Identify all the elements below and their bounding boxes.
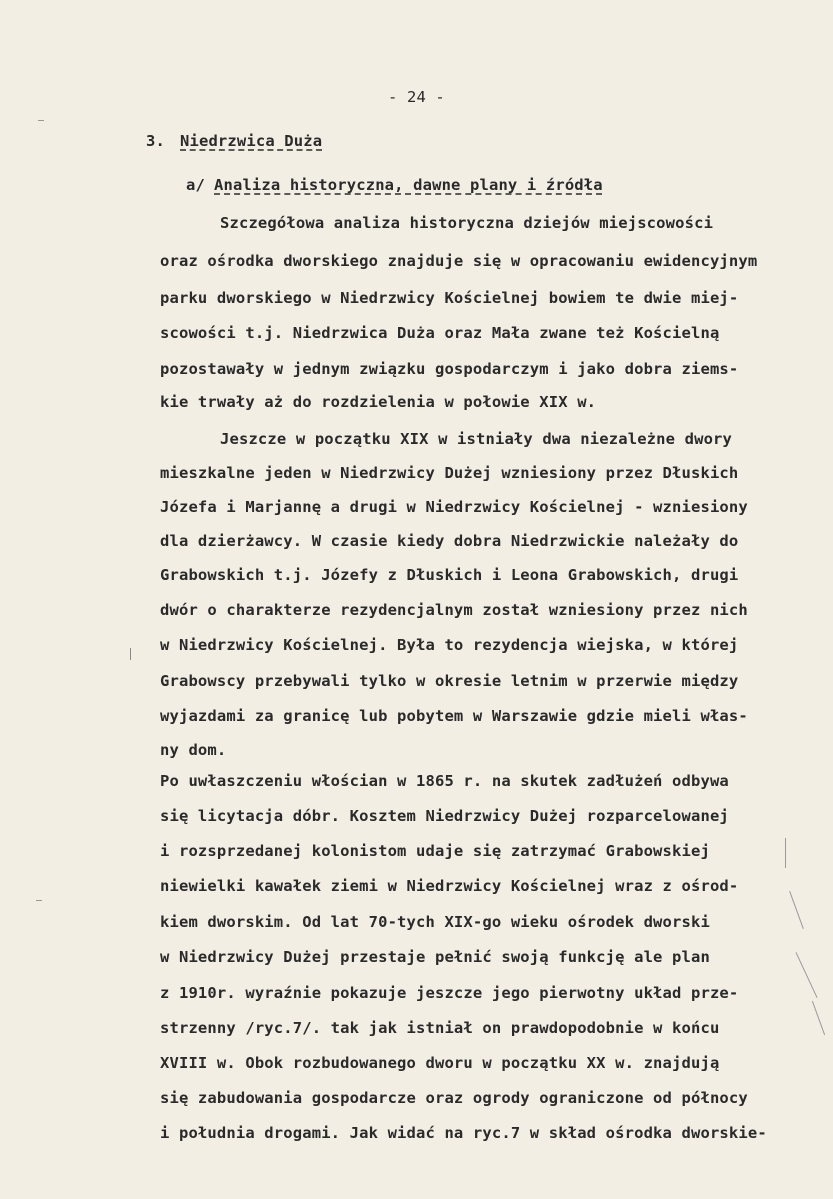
text-line: pozostawały w jednym związku gospodarczym i jako dobra ziems- (160, 360, 739, 378)
text-line: się zabudowania gospodarcze oraz ogrody ograniczone od północy (160, 1089, 748, 1107)
subsection-prefix: a/ (186, 176, 205, 194)
text-line: parku dworskiego w Niedrzwicy Kościelnej bowiem te dwie miej- (160, 289, 739, 307)
text-line: dwór o charakterze rezydencjalnym został wzniesiony przez nich (160, 601, 748, 619)
text-line: Józefa i Marjannę a drugi w Niedrzwicy Kościelnej - wzniesiony (160, 498, 748, 516)
text-line: niewielki kawałek ziemi w Niedrzwicy Kościelnej wraz z ośrod- (160, 877, 739, 895)
text-line: w Niedrzwicy Dużej przestaje pełnić swoją funkcję ale plan (160, 948, 710, 966)
margin-tick (36, 900, 42, 901)
text-line: Jeszcze w początku XIX w istniały dwa niezależne dwory (220, 430, 733, 448)
text-line: Grabowscy przebywali tylko w okresie letnim w przerwie między (160, 672, 739, 690)
text-line: kie trwały aż do rozdzielenia w połowie XIX w. (160, 393, 597, 411)
text-line: wyjazdami za granicę lub pobytem w Warszawie gdzie mieli włas- (160, 707, 748, 725)
text-line: strzenny /ryc.7/. tak jak istniał on prawdopodobnie w końcu (160, 1019, 720, 1037)
pencil-mark (785, 838, 786, 868)
text-line: Po uwłaszczeniu włościan w 1865 r. na skutek zadłużeń odbywa (160, 772, 729, 790)
text-line: kiem dworskim. Od lat 70-tych XIX-go wieku ośrodek dworski (160, 913, 710, 931)
page-number: - 24 - (388, 88, 445, 106)
pencil-mark (789, 891, 804, 929)
text-line: Szczegółowa analiza historyczna dziejów miejscowości (220, 214, 714, 232)
text-line: się licytacja dóbr. Kosztem Niedrzwicy Dużej rozparcelowanej (160, 807, 729, 825)
subsection-title: Analiza historyczna, dawne plany i źródła (214, 176, 603, 194)
pencil-mark (795, 952, 817, 998)
text-line: i rozsprzedanej kolonistom udaje się zatrzymać Grabowskiej (160, 842, 710, 860)
text-line: oraz ośrodka dworskiego znajduje się w opracowaniu ewidencyjnym (160, 252, 758, 270)
text-line: scowości t.j. Niedrzwica Duża oraz Mała zwane też Kościelną (160, 324, 720, 342)
section-number: 3. (146, 132, 165, 150)
text-line: dla dzierżawcy. W czasie kiedy dobra Niedrzwickie należały do (160, 532, 739, 550)
margin-mark (130, 648, 131, 660)
text-line: XVIII w. Obok rozbudowanego dworu w początku XX w. znajdują (160, 1054, 720, 1072)
text-line: z 1910r. wyraźnie pokazuje jeszcze jego pierwotny układ prze- (160, 984, 739, 1002)
pencil-mark (812, 1001, 825, 1035)
text-line: Grabowskich t.j. Józefy z Dłuskich i Leona Grabowskich, drugi (160, 566, 739, 584)
section-title: Niedrzwica Duża (180, 132, 323, 150)
text-line: ny dom. (160, 741, 227, 759)
text-line: mieszkalne jeden w Niedrzwicy Dużej wzniesiony przez Dłuskich (160, 464, 739, 482)
margin-tick (38, 120, 44, 121)
text-line: i południa drogami. Jak widać na ryc.7 w skład ośrodka dworskie- (160, 1124, 767, 1142)
text-line: w Niedrzwicy Kościelnej. Była to rezydencja wiejska, w której (160, 636, 739, 654)
